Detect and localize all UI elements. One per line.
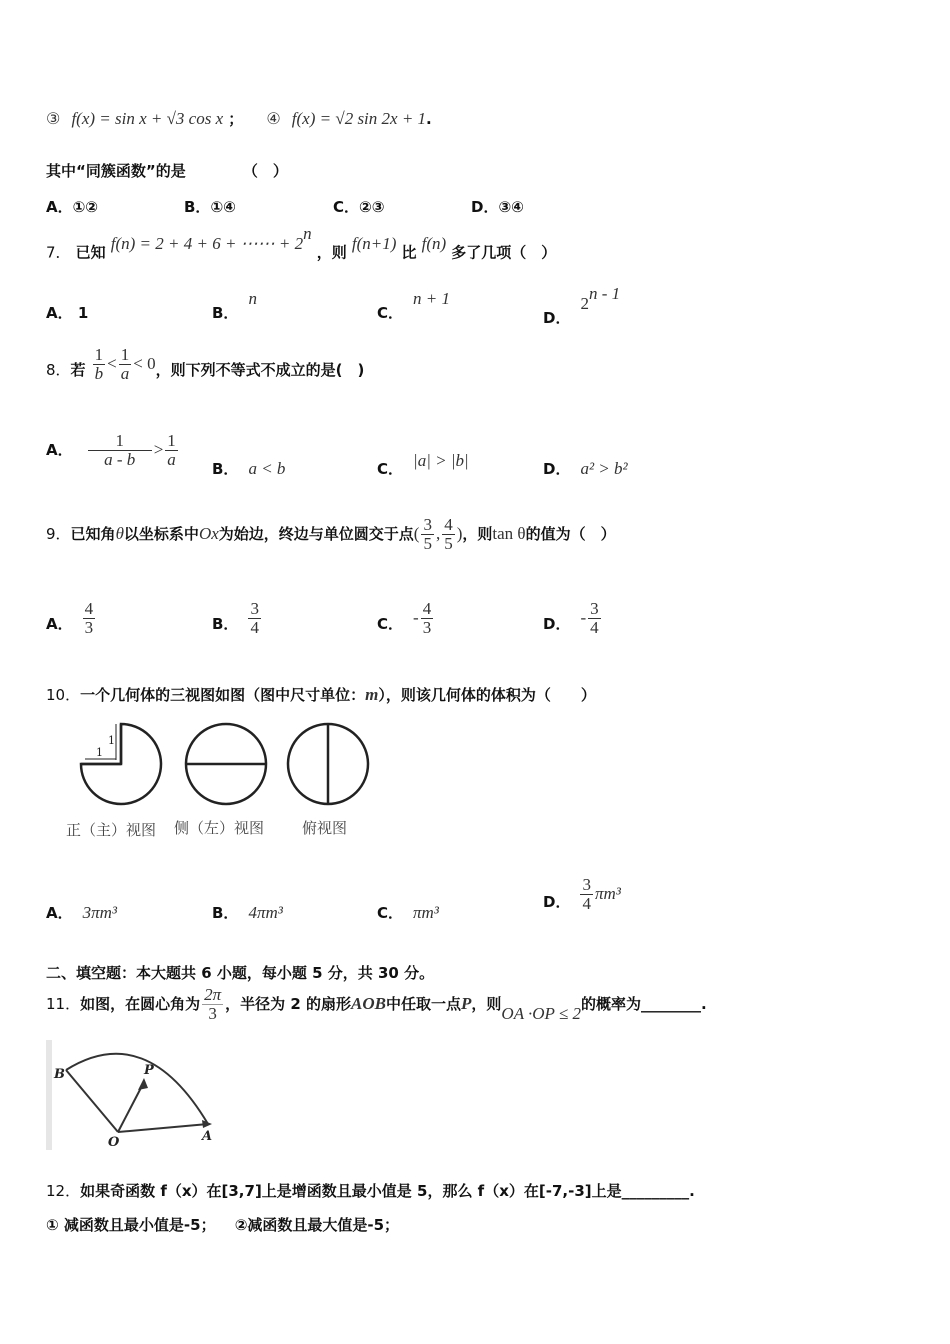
label-p: P <box>144 1063 154 1078</box>
q10-option-d[interactable]: D． $\frac{3}{4}$ πm³ <box>543 875 621 913</box>
radius-ob <box>66 1070 118 1132</box>
label-b: B <box>54 1067 65 1082</box>
q6-option-b[interactable]: B．①④ <box>184 198 236 216</box>
circle-3: ③ <box>46 111 61 128</box>
q6-option-a[interactable]: A．①② <box>46 198 99 216</box>
q12-option-2[interactable]: ②减函数且最大值是-5； <box>234 1216 400 1234</box>
top-line: ③ f(x) = sin x + √3 cos x ； ④ f(x) = √2 sin 2x + 1. <box>46 109 432 128</box>
q8-frac-2: $\frac{1}{a}$ <box>120 345 130 383</box>
arrow-op-icon <box>138 1078 148 1090</box>
q7-option-a[interactable]: A． 1 <box>46 304 89 322</box>
three-view-figure <box>60 718 380 848</box>
q7-formula: f(n) = 2 + 4 + 6 + ⋯⋯ + 2 <box>110 234 304 254</box>
q9-option-a[interactable]: A． $\frac{4}{3}$ <box>46 599 94 637</box>
q12-stem: 12．如果奇函数 f（x）在[3,7]上是增函数且最小值是 5，那么 f（x）在[-7,-3]上是_________. <box>46 1182 695 1200</box>
label-side-view: 侧（左）视图 <box>174 819 265 837</box>
q8-option-d[interactable]: D． a² > b² <box>543 459 628 478</box>
q9-option-b[interactable]: B． $\frac{3}{4}$ <box>212 599 259 637</box>
q6-paren: （ ） <box>242 162 288 180</box>
q8-frac-1: $\frac{1}{b}$ <box>94 345 104 383</box>
q7-option-c[interactable]: C．n + 1 <box>377 289 450 322</box>
q9-option-d[interactable]: D． - $\frac{3}{4}$ <box>543 599 599 637</box>
q9-option-c[interactable]: C． - $\frac{4}{3}$ <box>377 599 432 637</box>
label-a: A <box>202 1129 213 1144</box>
q9-stem: 9．已知角θ以坐标系中Ox为始边，终边与单位圆交于点( $\frac{3}{5}$ , $\frac{4}{5}$ )，则tan θ的值为（ ） <box>46 515 616 553</box>
sector-arc <box>66 1054 208 1124</box>
q12-options <box>46 1214 399 1235</box>
circle-4: ④ <box>266 111 281 128</box>
q10-option-c[interactable]: C． πm³ <box>377 903 439 922</box>
q6-option-d[interactable]: D．③④ <box>471 198 524 216</box>
radius-oa <box>118 1124 208 1132</box>
q6-option-c[interactable]: C．②③ <box>333 198 385 216</box>
sector-figure <box>46 1040 226 1150</box>
dim-label-horizontal: 1 <box>96 746 103 759</box>
q6-stem: 其中“同簇函数”的是 <box>46 162 186 180</box>
q7-stem: 7． 已知 f(n) = 2 + 4 + 6 + ⋯⋯ + $2^n$ ，则 f(n+1) 比 f(n) 多了几项（ ） <box>46 224 557 262</box>
q8-stem: 8．若 $\frac{1}{b}$ < $\frac{1}{a}$ < 0，则下列不等式不成立的是( ) <box>46 345 365 383</box>
dim-label-vertical: 1 <box>108 734 115 747</box>
q7-option-b[interactable]: B．n <box>212 289 257 322</box>
label-top-view: 俯视图 <box>302 819 348 837</box>
label-o: O <box>108 1135 120 1150</box>
front-view <box>81 724 161 804</box>
scan-edge <box>46 1040 52 1150</box>
q7-option-d[interactable]: D．2$^{n - 1}$ <box>543 284 621 328</box>
q10-option-b[interactable]: B． 4πm³ <box>212 903 283 922</box>
q12-option-1[interactable]: ① 减函数且最小值是-5； <box>46 1216 216 1234</box>
q10-stem: 10．一个几何体的三视图如图（图中尺寸单位：m），则该几何体的体积为（ ） <box>46 685 596 704</box>
function-4: f(x) = √2 sin 2x + 1 <box>291 109 427 128</box>
q11-stem: 11．如图，在圆心角为 $\frac{2\pi}{3}$ ，半径为 2 的扇形AOB中任取一点P，则OA ·OP ≤ 2的概率为________. <box>46 985 707 1023</box>
q8-option-c[interactable]: C． |a| > |b| <box>377 451 469 478</box>
q10-option-a[interactable]: A． 3πm³ <box>46 903 117 922</box>
q8-option-a[interactable]: A． $\frac{1}{a - b}$ > $\frac{1}{a}$ <box>46 431 176 469</box>
separator: ； <box>228 110 244 128</box>
label-front-view: 正（主）视图 <box>66 821 157 839</box>
q6-stem-line <box>46 160 288 181</box>
q8-option-b[interactable]: B． a < b <box>212 459 286 478</box>
section-2-heading: 二、填空题：本大题共 6 小题，每小题 5 分，共 30 分。 <box>46 964 435 982</box>
top-view <box>288 724 368 804</box>
function-3: f(x) = sin x + √3 cos x <box>71 109 224 128</box>
side-view <box>186 724 266 804</box>
